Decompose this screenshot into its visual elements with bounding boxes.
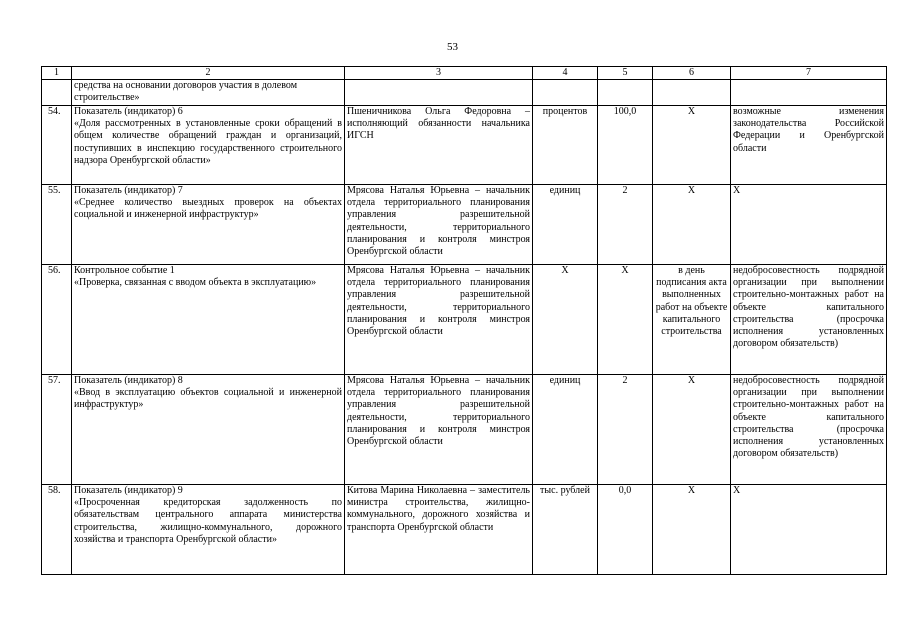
row-unit: процентов xyxy=(533,106,598,185)
row-desc: «Среднее количество выездных проверок на объектах социальной и инженерной инфраструктур» xyxy=(74,197,342,221)
row-desc: «Доля рассмотренных в установленные сроки обращений в общем количестве обращений граждан и организаций, поступивших в инспекцию государственного строительного надзора Оренбургской области» xyxy=(74,118,342,166)
row-number: 56. xyxy=(42,265,72,375)
continuation-line: строительстве» xyxy=(74,92,140,104)
row-note: возможные изменения законодательства Российской Федерации и Оренбургской области xyxy=(731,106,887,185)
row-note: X xyxy=(731,485,887,575)
page-number: 53 xyxy=(447,41,458,53)
row-unit: единиц xyxy=(533,185,598,265)
row-number xyxy=(42,80,72,106)
row-description xyxy=(72,106,345,185)
header-row xyxy=(42,67,887,80)
table-row xyxy=(42,485,887,575)
row-date: X xyxy=(653,185,731,265)
row-description xyxy=(72,375,345,485)
row-note: недобросовестность подрядной организации при выполнении строительно-монтажных работ на объекте капитального строительства (просрочка исполнения установленных договором обязательств) xyxy=(731,265,887,375)
header-cell: 4 xyxy=(533,67,598,80)
row-date: X xyxy=(653,106,731,185)
row-date: X xyxy=(653,375,731,485)
row-responsible: Пшеничникова Ольга Федоровна – исполняющий обязанности начальника ИГСН xyxy=(345,106,533,185)
row-responsible: Мрясова Наталья Юрьевна – начальник отдела территориального планирования управления разрешительной деятельности, территориального планирования и контроля минстроя Оренбургской области xyxy=(345,265,533,375)
row-title: Показатель (индикатор) 9 xyxy=(74,485,183,496)
program-table xyxy=(41,66,887,575)
header-cell: 7 xyxy=(731,67,887,80)
table-row xyxy=(42,375,887,485)
row-desc: «Проверка, связанная с вводом объекта в эксплуатацию» xyxy=(74,277,317,289)
row-title: Показатель (индикатор) 8 xyxy=(74,375,183,386)
row-date: X xyxy=(653,485,731,575)
table-row xyxy=(42,106,887,185)
continuation-line: средства на основании договоров участия в долевом xyxy=(74,80,298,91)
row-unit: единиц xyxy=(533,375,598,485)
row-responsible: Мрясова Наталья Юрьевна – начальник отдела территориального планирования управления разрешительной деятельности, территориального планирования и контроля минстроя Оренбургской области xyxy=(345,375,533,485)
row-responsible: Мрясова Наталья Юрьевна – начальник отдела территориального планирования управления разрешительной деятельности, территориального планирования и контроля минстроя Оренбургской области xyxy=(345,185,533,265)
row-value: 2 xyxy=(598,185,653,265)
row-responsible: Китова Марина Николаевна – заместитель министра строительства, жилищно-коммунального, дорожного хозяйства и транспорта Оренбургской области xyxy=(345,485,533,575)
row-title: Контрольное событие 1 xyxy=(74,265,175,276)
header-cell: 5 xyxy=(598,67,653,80)
header-cell: 2 xyxy=(72,67,345,80)
row-note: недобросовестность подрядной организации при выполнении строительно-монтажных работ на объекте капитального строительства (просрочка исполнения установленных договором обязательств) xyxy=(731,375,887,485)
row-value: 0,0 xyxy=(598,485,653,575)
header-cell: 1 xyxy=(42,67,72,80)
row-unit: тыс. рублей xyxy=(533,485,598,575)
row-desc: «Просроченная кредиторская задолженность по обязательствам центрального аппарата министерства строительства, жилищно-коммунального, дорожного хозяйства и транспорта Оренбургской области» xyxy=(74,497,342,545)
row-value: 100,0 xyxy=(598,106,653,185)
row-title: Показатель (индикатор) 6 xyxy=(74,106,183,117)
header-cell: 3 xyxy=(345,67,533,80)
row-number: 57. xyxy=(42,375,72,485)
table-row xyxy=(42,185,887,265)
row-description xyxy=(72,485,345,575)
row-unit: X xyxy=(533,265,598,375)
row-value: 2 xyxy=(598,375,653,485)
row-date: в день подписания акта выполненных работ на объекте капитального строительства xyxy=(653,265,731,375)
row-note: X xyxy=(731,185,887,265)
row-number: 58. xyxy=(42,485,72,575)
row-desc: «Ввод в эксплуатацию объектов социальной и инженерной инфраструктур» xyxy=(74,387,342,411)
continuation-row xyxy=(42,80,887,106)
table-row xyxy=(42,265,887,375)
row-description xyxy=(72,265,345,375)
row-number: 54. xyxy=(42,106,72,185)
continuation-text xyxy=(72,80,345,106)
row-description xyxy=(72,185,345,265)
row-value: X xyxy=(598,265,653,375)
row-number: 55. xyxy=(42,185,72,265)
row-title: Показатель (индикатор) 7 xyxy=(74,185,183,196)
header-cell: 6 xyxy=(653,67,731,80)
